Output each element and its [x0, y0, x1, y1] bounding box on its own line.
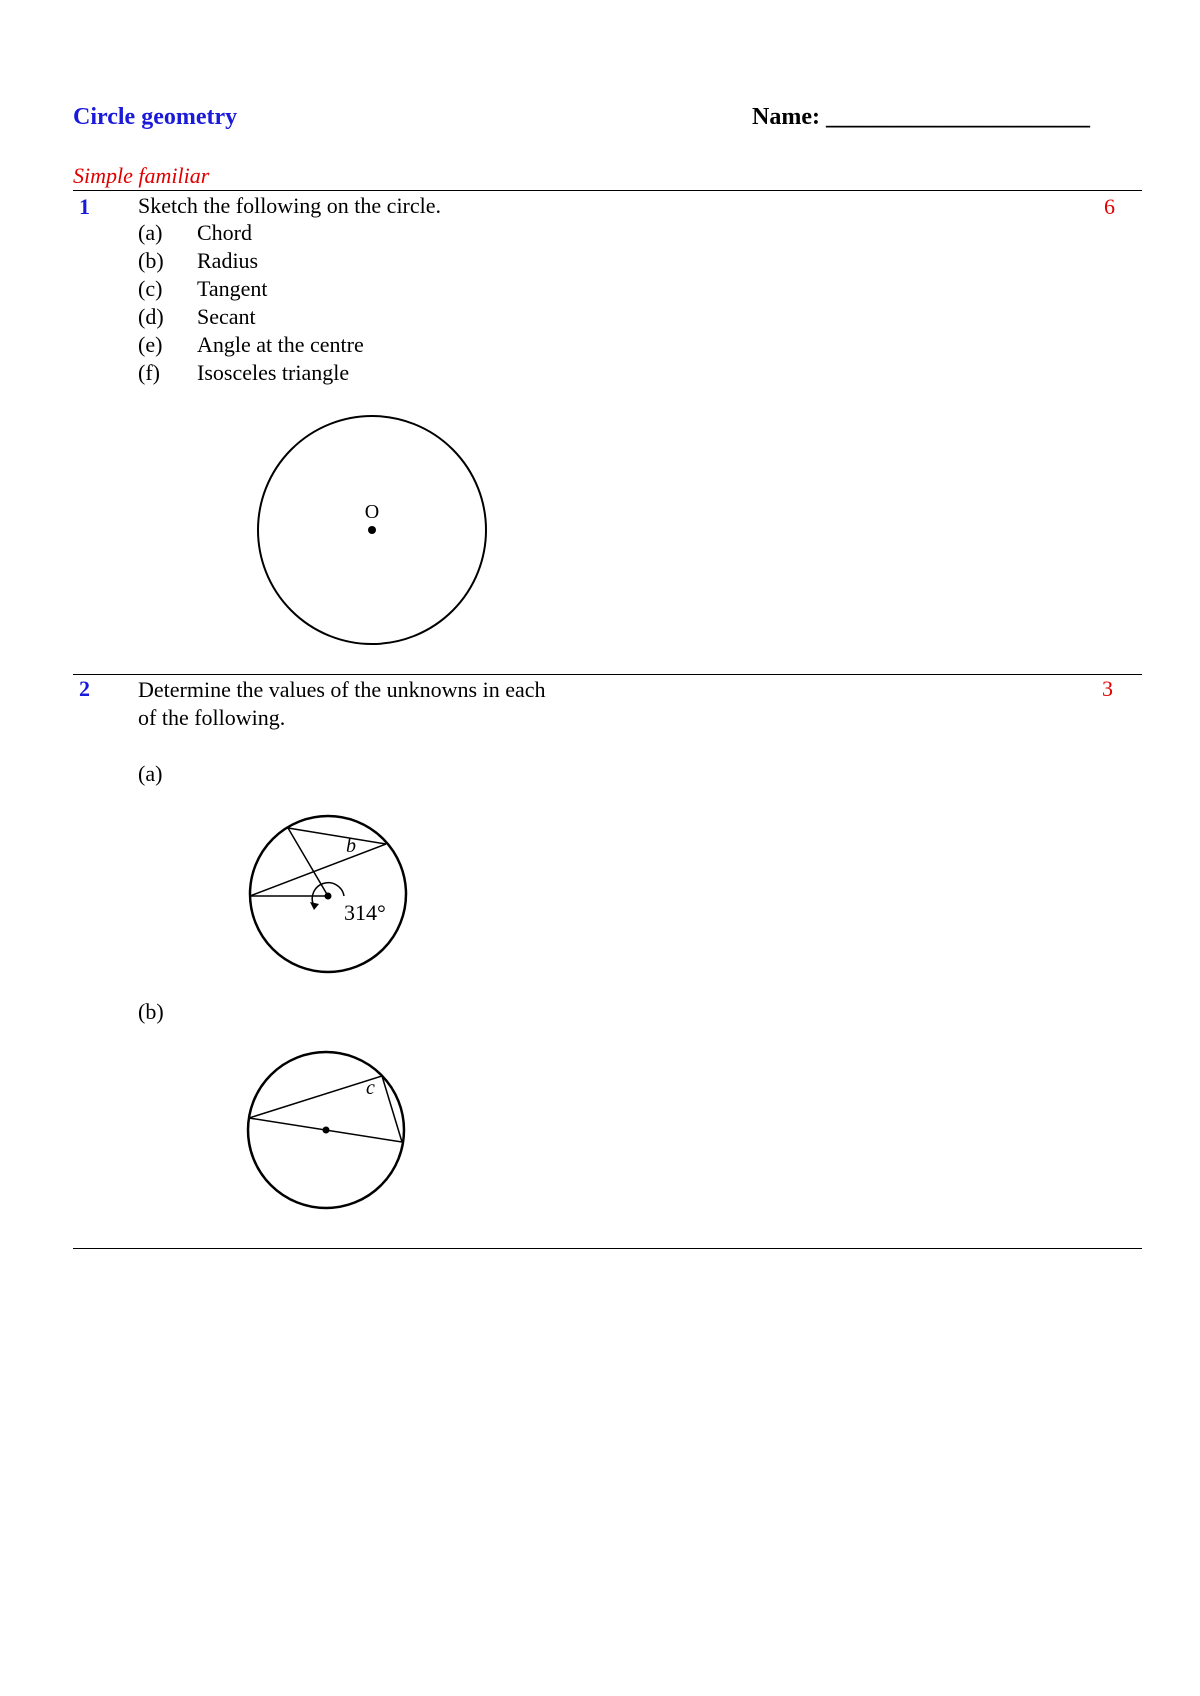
part-text: Tangent	[197, 276, 268, 301]
part-label: (b)	[138, 248, 164, 273]
part-label: (c)	[138, 276, 163, 301]
divider	[73, 1248, 1142, 1249]
part-label: (a)	[138, 220, 163, 245]
question-part	[138, 304, 256, 332]
worksheet-title: Circle geometry	[73, 104, 238, 130]
circle-diagram-b	[244, 1046, 424, 1216]
question-number: 2	[79, 676, 90, 701]
angle-label: 314°	[344, 900, 386, 925]
part-label: (e)	[138, 332, 163, 357]
question-text: Sketch the following on the circle.	[138, 193, 442, 218]
circle-figure	[250, 410, 490, 650]
question-part	[138, 332, 364, 360]
question-part	[138, 360, 349, 388]
question-marks: 3	[1102, 676, 1113, 701]
part-text: Isosceles triangle	[197, 360, 350, 385]
part-text: Radius	[197, 248, 259, 273]
centre-label: O	[364, 501, 380, 523]
question-text-line: Determine the values of the unknowns in each	[138, 677, 546, 702]
question-text-line: of the following.	[138, 705, 286, 730]
question-part	[138, 248, 258, 276]
question-part	[138, 220, 252, 248]
circle-diagram-a	[244, 810, 424, 980]
centre-point	[368, 526, 376, 534]
question-number: 1	[79, 194, 90, 219]
part-label: (a)	[138, 761, 163, 786]
name-field: Name: ______________________	[752, 104, 1090, 130]
question-part	[138, 276, 268, 304]
part-label: (b)	[138, 999, 164, 1024]
divider	[73, 674, 1142, 675]
part-label: (d)	[138, 304, 164, 329]
divider	[73, 190, 1142, 191]
question-marks: 6	[1104, 194, 1115, 219]
part-label: (f)	[138, 360, 160, 385]
part-text: Angle at the centre	[197, 332, 364, 357]
unknown-label: c	[366, 1077, 375, 1099]
section-label: Simple familiar	[73, 163, 210, 188]
part-text: Chord	[197, 220, 252, 245]
unknown-label: b	[346, 835, 356, 857]
part-text: Secant	[197, 304, 256, 329]
